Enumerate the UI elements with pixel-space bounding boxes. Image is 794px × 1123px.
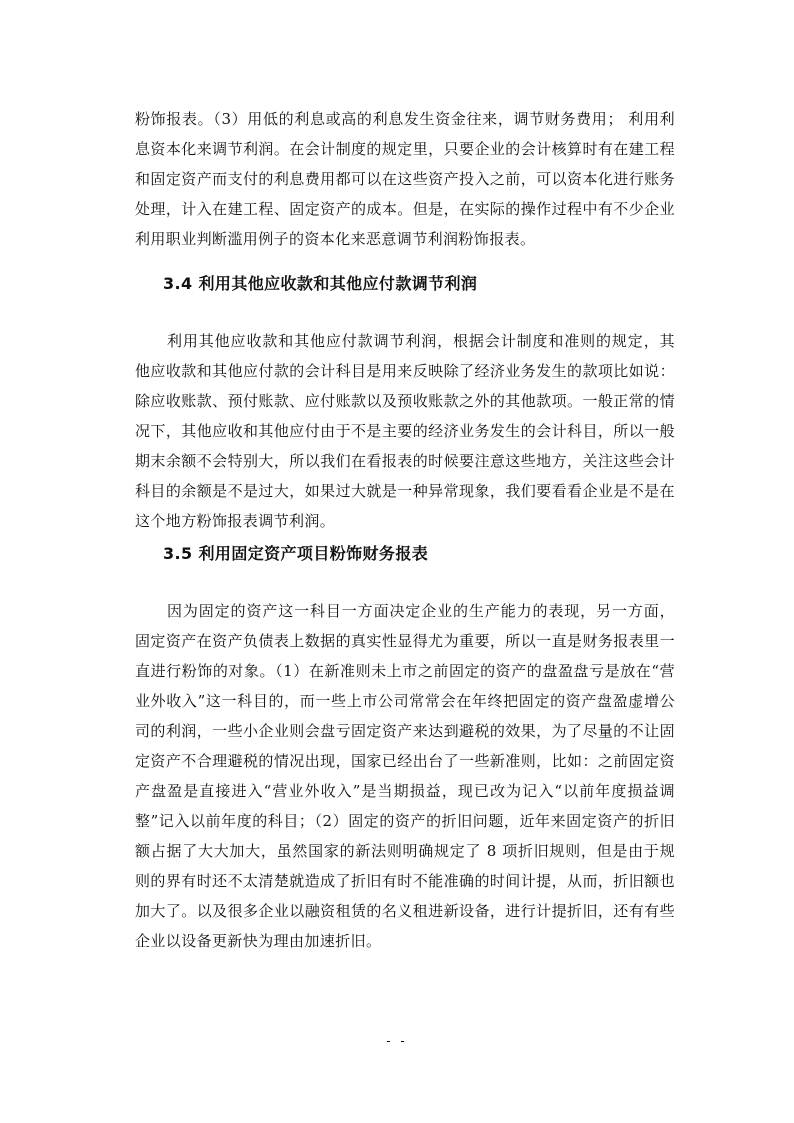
page-number: - -: [386, 1034, 408, 1048]
paragraph-other-receivables: 利用其他应收款和其他应付款调节利润，根据会计制度和准则的规定，其他应收款和其他应付款的会计科目是用来反映除了经济业务发生的款项比如说：除应收账款、预付账款、应付账款以及预收账款之外的其他款项。一般正常的情况下，其他应收和其他应付由于不是主要的经济业务发生的会计科目，所以一般期末余额不会特别大，所以我们在看报表的时候要注意这些地方，关注这些会计科目的余额是不是过大，如果过大就是一种异常现象，我们要看看企业是不是在这个地方粉饰报表调节利润。: [135, 332, 675, 530]
paragraph-interest-capitalization: 粉饰报表。（3）用低的利息或高的利息发生资金往来，调节财务费用； 利用利息资本化来调节利润。在会计制度的规定里，只要企业的会计核算时有在建工程和固定资产而支付的利息费用都可以在这些资产投入之前，可以资本化进行账务处理，计入在建工程、固定资产的成本。但是，在实际的操作过程中有不少企业利用职业判断滥用例子的资本化来恶意调节利润粉饰报表。: [135, 110, 675, 248]
section-heading-3-4: 3.4 利用其他应收款和其他应付款调节利润: [163, 274, 478, 293]
section-heading-3-5: 3.5 利用固定资产项目粉饰财务报表: [163, 544, 429, 563]
paragraph-fixed-assets: 因为固定的资产这一科目一方面决定企业的生产能力的表现，另一方面，固定资产在资产负债表上数据的真实性显得尤为重要，所以一直是财务报表里一直进行粉饰的对象。（1）在新准则未上市之前固定的资产的盘盈盘亏是放在“营业外收入”这一科目的，而一些上市公司常常会在年终把固定的资产盘盈虚增公司的利润，一些小企业则会盘亏固定资产来达到避税的效果，为了尽量的不让固定资产不合理避税的情况出现，国家已经出台了一些新准则，比如：之前固定资产盘盈是直接进入“营业外收入”是当期损益，现已改为记入“以前年度损益调整”记入以前年度的科目；（2）固定的资产的折旧问题，近年来固定资产的折旧额占据了大大加大，虽然国家的新法则明确规定了 8 项折旧规则，但是由于规则的界有时还不太清楚就造成了折旧有时不能准确的时间计提，从而，折旧额也加大了。以及很多企业以融资租赁的名义租进新设备，进行计提折旧，还有有些企业以设备更新快为理由加速折旧。: [135, 602, 675, 950]
